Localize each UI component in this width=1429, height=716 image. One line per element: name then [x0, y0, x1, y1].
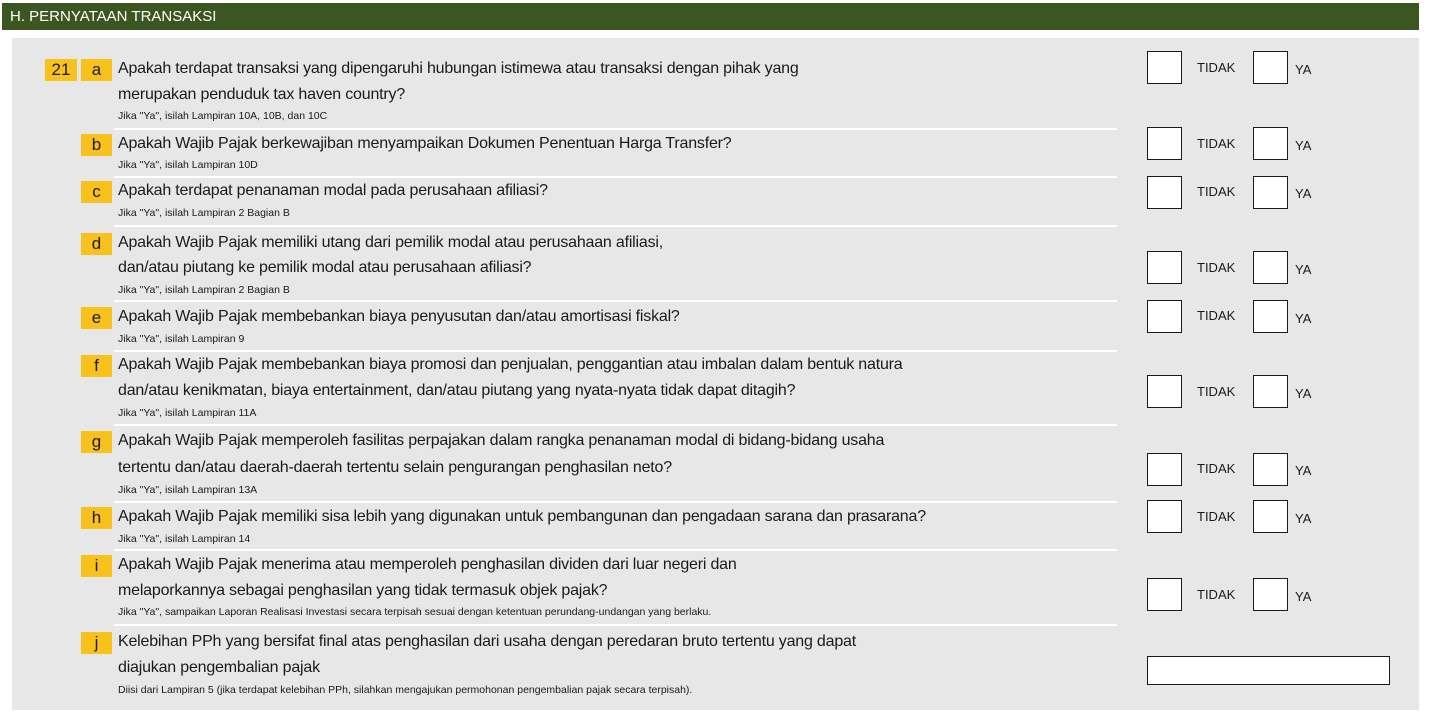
item-number: 21	[45, 59, 77, 81]
question-f-tidak-label: TIDAK	[1197, 384, 1236, 399]
row-divider	[114, 549, 1117, 551]
question-f-line2: dan/atau kenikmatan, biaya entertainment, dan/atau piutang yang nyata-nyata tidak dapat ditagih?	[118, 382, 796, 399]
question-a-note: Jika "Ya", isilah Lampiran 10A, 10B, dan 10C	[118, 110, 328, 122]
row-divider	[114, 128, 1117, 130]
question-f-ya-checkbox[interactable]	[1253, 375, 1288, 408]
question-j-line1: Kelebihan PPh yang bersifat final atas penghasilan dari usaha dengan peredaran bruto tertentu yang dapat	[118, 633, 856, 650]
question-letter-b: b	[81, 134, 112, 156]
question-h-ya-checkbox[interactable]	[1253, 500, 1288, 533]
question-i-ya-label: YA	[1295, 589, 1312, 604]
question-h-tidak-label: TIDAK	[1197, 509, 1236, 524]
row-divider	[114, 424, 1117, 426]
section-title: H. PERNYATAAN TRANSAKSI	[10, 8, 217, 25]
question-h-note: Jika "Ya", isilah Lampiran 14	[118, 533, 251, 545]
question-letter-h: h	[81, 507, 112, 529]
question-g-line2: tertentu dan/atau daerah-daerah tertentu selain pengurangan penghasilan neto?	[118, 459, 672, 476]
question-d-ya-label: YA	[1295, 262, 1312, 277]
question-a-ya-label: YA	[1295, 62, 1312, 77]
question-i-line1: Apakah Wajib Pajak menerima atau memperoleh penghasilan dividen dari luar negeri dan	[118, 556, 737, 573]
question-d-line1: Apakah Wajib Pajak memiliki utang dari pemilik modal atau perusahaan afiliasi,	[118, 234, 663, 251]
question-j-note: Diisi dari Lampiran 5 (jika terdapat kelebihan PPh, silahkan mengajukan permohonan pengembalian pajak secara terpisah).	[118, 684, 693, 696]
question-i-line2: melaporkannya sebagai penghasilan yang tidak termasuk objek pajak?	[118, 582, 608, 599]
question-b-ya-label: YA	[1295, 138, 1312, 153]
question-c-ya-checkbox[interactable]	[1253, 176, 1288, 209]
question-c-ya-label: YA	[1295, 186, 1312, 201]
question-j-amount-field[interactable]	[1147, 656, 1390, 685]
question-e-tidak-checkbox[interactable]	[1147, 300, 1182, 333]
question-a-ya-checkbox[interactable]	[1253, 51, 1288, 84]
question-b-note: Jika "Ya", isilah Lampiran 10D	[118, 159, 258, 171]
row-divider	[114, 176, 1117, 178]
question-h-line1: Apakah Wajib Pajak memiliki sisa lebih yang digunakan untuk pembangunan dan pengadaan sarana dan prasarana?	[118, 508, 926, 525]
question-i-tidak-label: TIDAK	[1197, 587, 1236, 602]
question-d-ya-checkbox[interactable]	[1253, 251, 1288, 284]
section-header	[2, 3, 1419, 30]
question-g-note: Jika "Ya", isilah Lampiran 13A	[118, 484, 258, 496]
question-d-note: Jika "Ya", isilah Lampiran 2 Bagian B	[118, 284, 290, 296]
question-letter-a: a	[81, 59, 112, 81]
question-a-line2: merupakan penduduk tax haven country?	[118, 86, 406, 103]
question-a-tidak-label: TIDAK	[1197, 60, 1236, 75]
question-g-tidak-checkbox[interactable]	[1147, 453, 1182, 486]
question-j-line2: diajukan pengembalian pajak	[118, 659, 320, 676]
question-h-tidak-checkbox[interactable]	[1147, 500, 1182, 533]
question-f-note: Jika "Ya", isilah Lampiran 11A	[118, 407, 257, 419]
question-letter-c: c	[81, 181, 112, 203]
question-i-ya-checkbox[interactable]	[1253, 578, 1288, 611]
row-divider	[114, 300, 1117, 302]
question-letter-d: d	[81, 233, 112, 255]
question-i-note: Jika "Ya", sampaikan Laporan Realisasi Investasi secara terpisah sesuai dengan ketentuan perundang-undangan yang berlaku.	[118, 606, 712, 618]
question-letter-i: i	[81, 555, 112, 577]
question-e-note: Jika "Ya", isilah Lampiran 9	[118, 333, 245, 345]
question-e-tidak-label: TIDAK	[1197, 308, 1236, 323]
question-b-tidak-checkbox[interactable]	[1147, 127, 1182, 160]
question-a-tidak-checkbox[interactable]	[1147, 51, 1182, 84]
question-letter-g: g	[81, 431, 112, 453]
question-f-line1: Apakah Wajib Pajak membebankan biaya promosi dan penjualan, penggantian atau imbalan dalam bentuk natura	[118, 356, 903, 373]
question-c-tidak-label: TIDAK	[1197, 184, 1236, 199]
question-d-tidak-checkbox[interactable]	[1147, 251, 1182, 284]
question-c-note: Jika "Ya", isilah Lampiran 2 Bagian B	[118, 207, 290, 219]
question-g-ya-label: YA	[1295, 463, 1312, 478]
question-h-ya-label: YA	[1295, 511, 1312, 526]
question-g-tidak-label: TIDAK	[1197, 461, 1236, 476]
question-f-ya-label: YA	[1295, 386, 1312, 401]
question-e-line1: Apakah Wajib Pajak membebankan biaya penyusutan dan/atau amortisasi fiskal?	[118, 308, 680, 325]
question-b-line1: Apakah Wajib Pajak berkewajiban menyampaikan Dokumen Penentuan Harga Transfer?	[118, 135, 732, 152]
question-d-line2: dan/atau piutang ke pemilik modal atau perusahaan afiliasi?	[118, 259, 532, 276]
row-divider	[114, 350, 1117, 352]
row-divider	[114, 225, 1117, 227]
question-d-tidak-label: TIDAK	[1197, 260, 1236, 275]
question-e-ya-checkbox[interactable]	[1253, 300, 1288, 333]
question-b-tidak-label: TIDAK	[1197, 136, 1236, 151]
question-c-tidak-checkbox[interactable]	[1147, 176, 1182, 209]
question-e-ya-label: YA	[1295, 311, 1312, 326]
question-letter-e: e	[81, 307, 112, 329]
question-letter-f: f	[81, 355, 112, 377]
row-divider	[114, 501, 1117, 503]
question-a-line1: Apakah terdapat transaksi yang dipengaruhi hubungan istimewa atau transaksi dengan pihak yang	[118, 60, 799, 77]
question-c-line1: Apakah terdapat penanaman modal pada perusahaan afiliasi?	[118, 182, 548, 199]
question-b-ya-checkbox[interactable]	[1253, 127, 1288, 160]
question-f-tidak-checkbox[interactable]	[1147, 375, 1182, 408]
question-g-line1: Apakah Wajib Pajak memperoleh fasilitas perpajakan dalam rangka penanaman modal di bidang-bidang usaha	[118, 432, 885, 449]
row-divider	[114, 624, 1117, 626]
question-g-ya-checkbox[interactable]	[1253, 453, 1288, 486]
question-i-tidak-checkbox[interactable]	[1147, 578, 1182, 611]
question-letter-j: j	[81, 632, 112, 654]
